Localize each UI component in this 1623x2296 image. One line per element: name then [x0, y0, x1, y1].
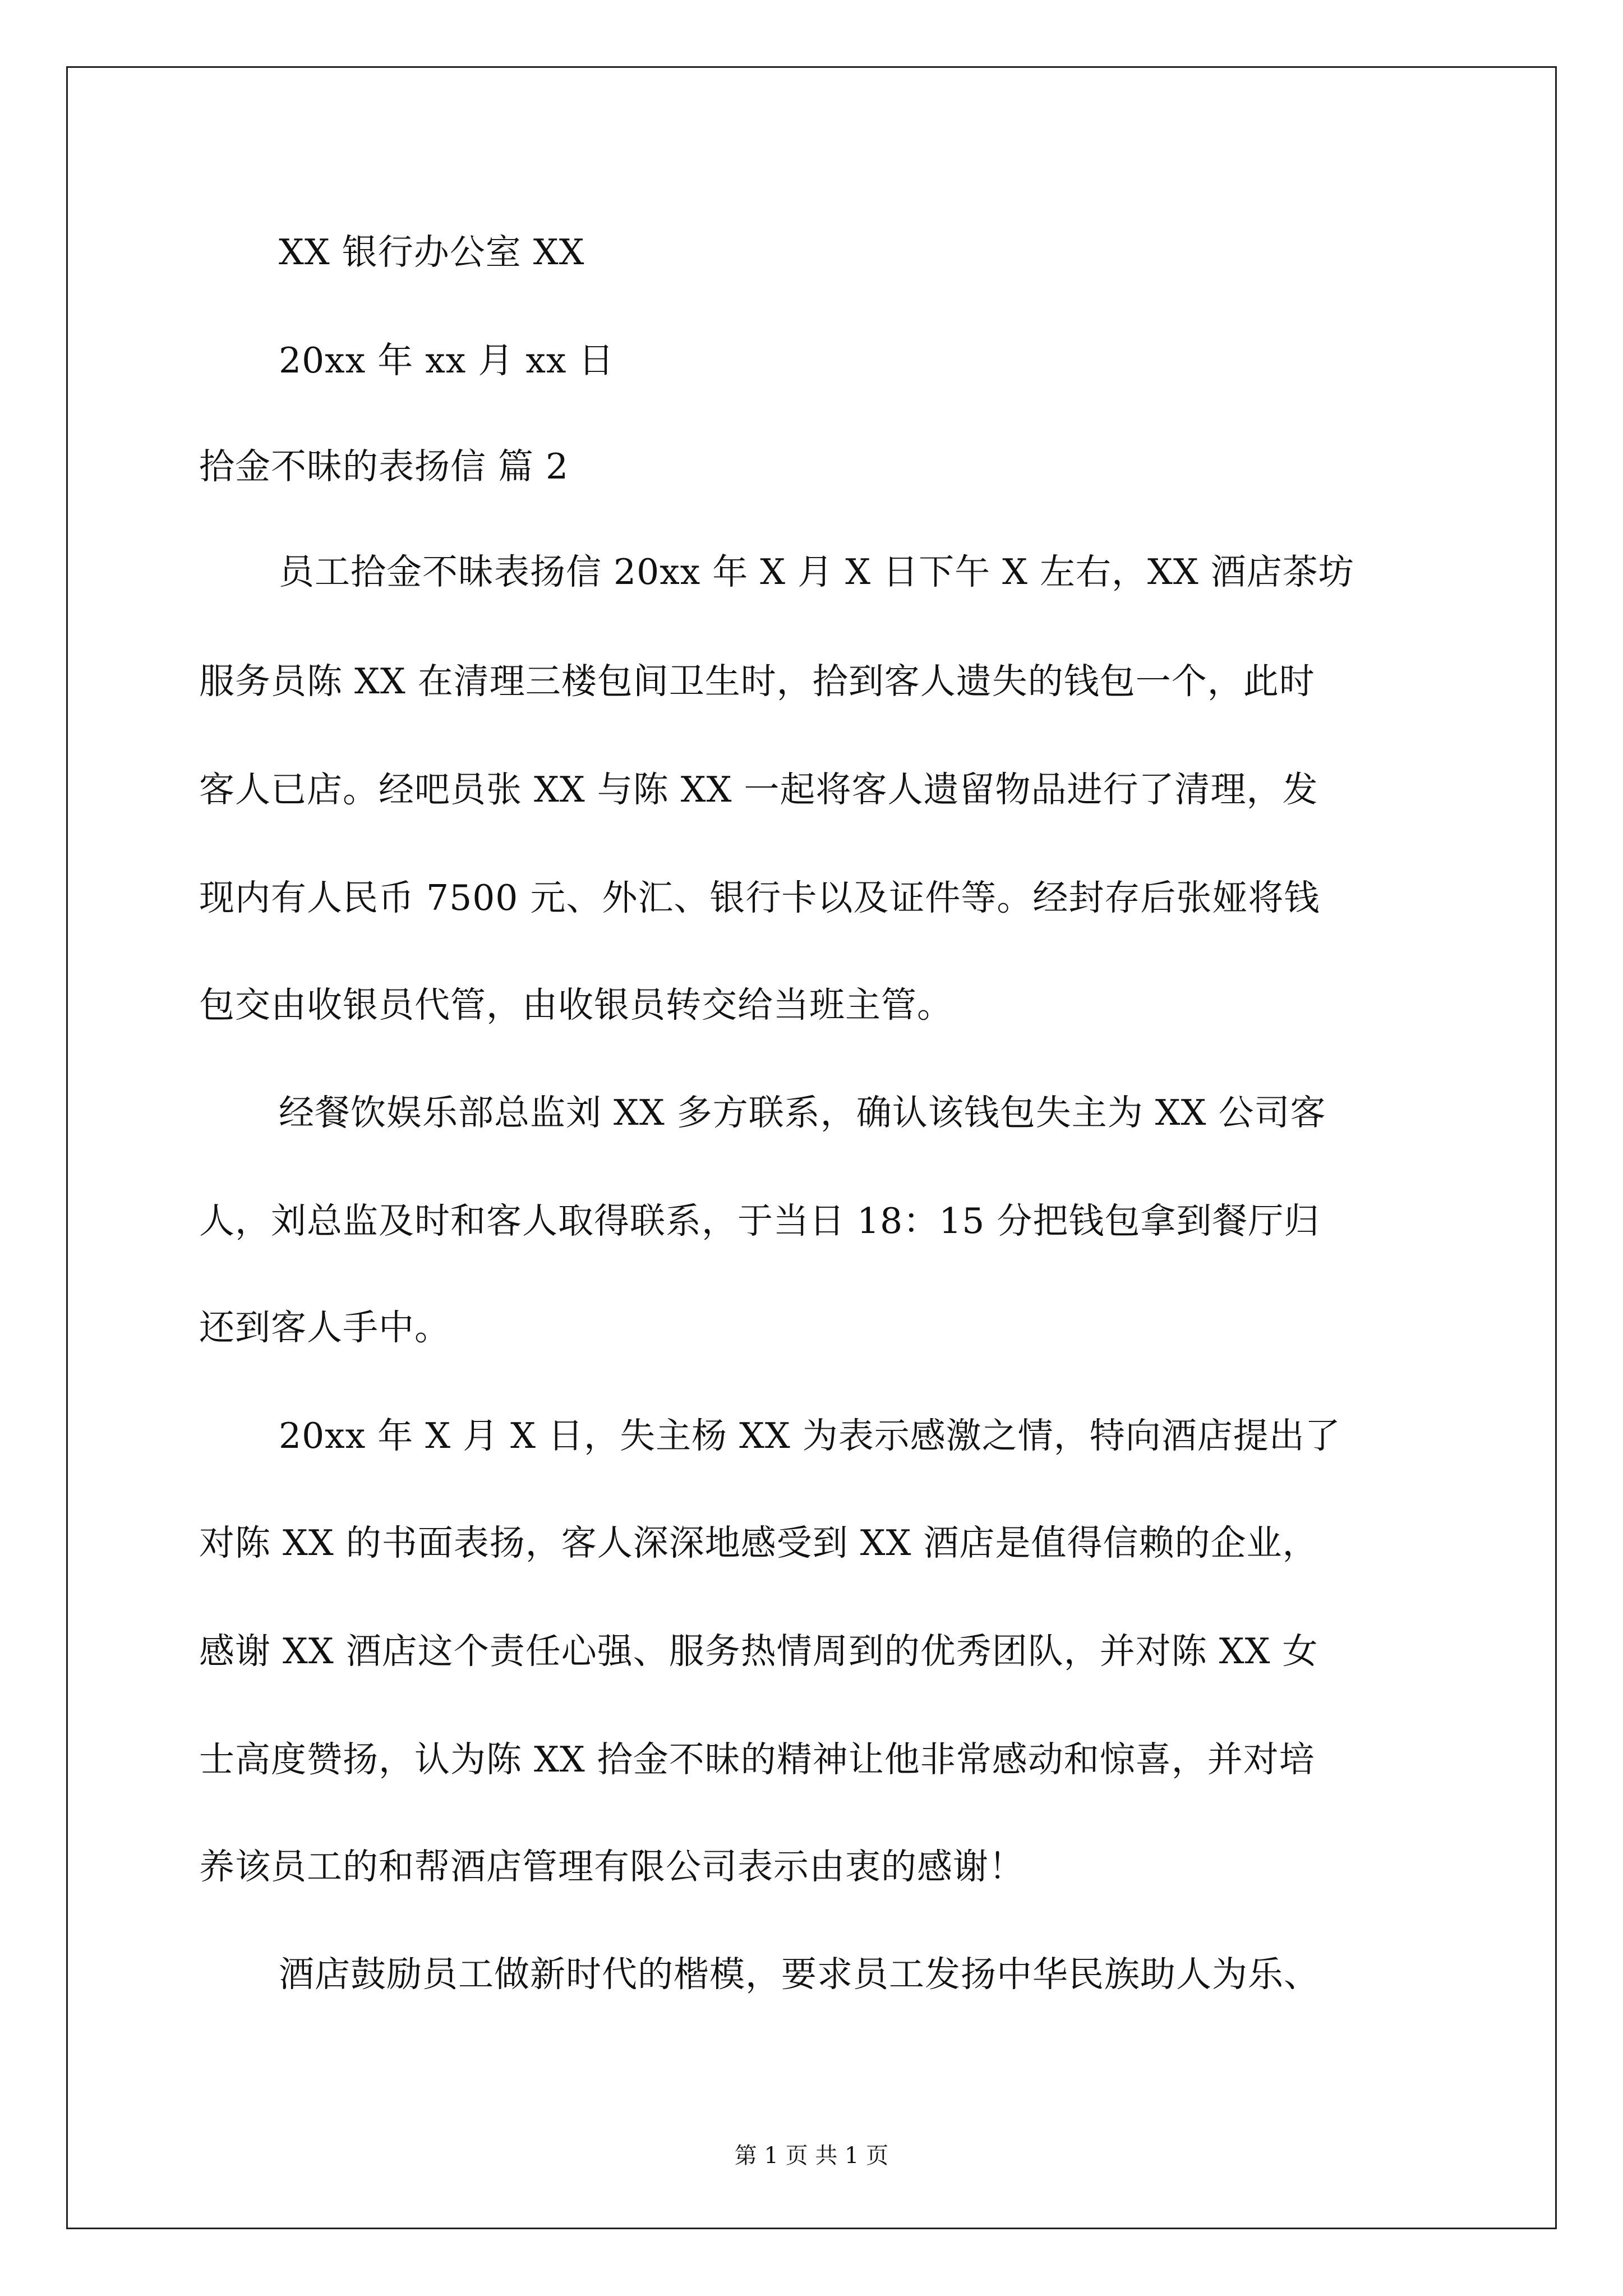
signature-date: 20xx 年 xx 月 xx 日 — [279, 340, 615, 381]
paragraph-1-line-2: 服务员陈 XX 在清理三楼包间卫生时，拾到客人遗失的钱包一个，此时 — [199, 661, 1315, 702]
paragraph-3-line-2: 对陈 XX 的书面表扬，客人深深地感受到 XX 酒店是值得信赖的企业， — [199, 1522, 1318, 1563]
paragraph-1-line-5: 包交由收银员代管，由收银员转交给当班主管。 — [199, 984, 953, 1025]
paragraph-2-line-1: 经餐饮娱乐部总监刘 XX 多方联系，确认该钱包失主为 XX 公司客 — [279, 1092, 1326, 1133]
paragraph-4-line-1: 酒店鼓励员工做新时代的楷模，要求员工发扬中华民族助人为乐、 — [279, 1954, 1320, 1995]
signature-org: XX 银行办公室 XX — [279, 232, 585, 273]
paragraph-1-line-3: 客人已店。经吧员张 XX 与陈 XX 一起将客人遗留物品进行了清理，发 — [199, 769, 1318, 810]
paragraph-1-line-1: 员工拾金不昧表扬信 20xx 年 X 月 X 日下午 X 左右，XX 酒店茶坊 — [279, 551, 1354, 592]
paragraph-3-line-1: 20xx 年 X 月 X 日，失主杨 XX 为表示感激之情，特向酒店提出了 — [279, 1415, 1341, 1456]
paragraph-3-line-5: 养该员工的和帮酒店管理有限公司表示由衷的感谢！ — [199, 1846, 1025, 1887]
paragraph-2-line-3: 还到客人手中。 — [199, 1307, 450, 1348]
page-frame — [66, 66, 1557, 2229]
paragraph-1-line-4: 现内有人民币 7500 元、外汇、银行卡以及证件等。经封存后张娅将钱 — [199, 877, 1320, 918]
page-number-footer: 第 1 页 共 1 页 — [734, 2143, 889, 2169]
paragraph-3-line-4: 士高度赞扬，认为陈 XX 拾金不昧的精神让他非常感动和惊喜，并对培 — [199, 1739, 1315, 1780]
paragraph-3-line-3: 感谢 XX 酒店这个责任心强、服务热情周到的优秀团队，并对陈 XX 女 — [199, 1631, 1318, 1672]
section-heading: 拾金不昧的表扬信 篇 2 — [199, 446, 569, 487]
paragraph-2-line-2: 人，刘总监及时和客人取得联系，于当日 18：15 分把钱包拿到餐厅归 — [199, 1200, 1320, 1241]
